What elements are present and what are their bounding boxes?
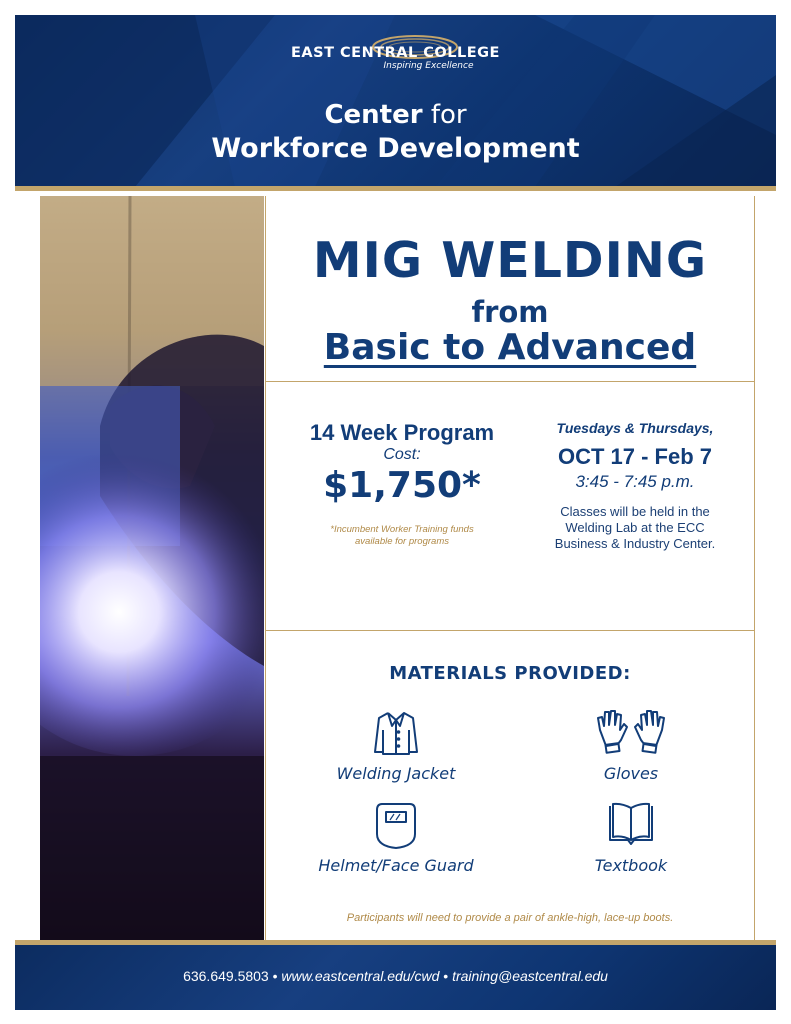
course-level — [266, 327, 754, 368]
schedule-days: Tuesdays & Thursdays, — [556, 420, 714, 436]
center-word: Center — [324, 100, 423, 130]
frame-right-line — [754, 196, 755, 940]
helmet-icon — [374, 800, 418, 850]
welder-photo — [40, 196, 264, 940]
gloves-icon — [594, 708, 668, 758]
material-textbook — [521, 800, 741, 875]
book-icon — [606, 800, 656, 850]
material-helmet — [286, 800, 506, 875]
material-welding-jacket — [286, 708, 506, 783]
schedule-info — [516, 420, 754, 552]
email-link[interactable]: training@eastcentral.edu — [452, 968, 608, 984]
material-label: Gloves — [603, 764, 659, 783]
boots-note: Participants will need to provide a pair of ankle-high, lace-up boots. — [346, 912, 674, 924]
funds-note — [282, 524, 522, 548]
header-gold-rule — [15, 186, 776, 191]
course-from: from — [471, 295, 549, 329]
department-title: Workforce Development — [211, 133, 580, 164]
course-level-text: Basic to Advanced — [323, 327, 697, 368]
program-info — [282, 420, 522, 548]
schedule-time: 3:45 - 7:45 p.m. — [575, 472, 695, 491]
materials-heading: MATERIALS PROVIDED: — [389, 663, 631, 684]
material-label: Helmet/Face Guard — [318, 856, 474, 875]
class-location-line3: Business & Industry Center. — [554, 536, 716, 551]
material-label: Welding Jacket — [336, 764, 456, 783]
footer-banner — [15, 945, 776, 1010]
material-gloves — [521, 708, 741, 783]
separator: • — [272, 968, 278, 984]
material-label: Textbook — [594, 856, 668, 875]
college-logo — [15, 45, 776, 71]
contact-line — [15, 968, 776, 984]
for-word: for — [430, 100, 467, 130]
funds-note-line2: available for programs — [355, 536, 449, 547]
center-title — [15, 100, 776, 130]
schedule-dates: OCT 17 - Feb 7 — [557, 444, 713, 469]
program-duration: 14 Week Program — [309, 420, 495, 445]
college-name: EAST CENTRAL COLLEGE — [291, 45, 500, 61]
program-price: $1,750* — [323, 465, 481, 506]
course-name: MIG WELDING — [312, 232, 708, 289]
frame-divider-2 — [265, 630, 755, 631]
frame-divider-1 — [265, 381, 755, 382]
class-location — [516, 504, 754, 552]
funds-note-line1: *Incumbent Worker Training funds — [330, 524, 474, 535]
separator: • — [443, 968, 449, 984]
class-location-line1: Classes will be held in the — [560, 504, 710, 519]
website-link[interactable]: www.eastcentral.edu/cwd — [281, 968, 440, 984]
phone-number: 636.649.5803 — [183, 968, 269, 984]
college-tagline: Inspiring Excellence — [383, 61, 474, 71]
course-title — [266, 196, 754, 381]
cost-label: Cost: — [383, 446, 421, 463]
jacket-icon — [371, 708, 421, 758]
welder-illustration — [40, 196, 264, 940]
header-banner — [15, 15, 776, 187]
class-location-line2: Welding Lab at the ECC — [565, 520, 705, 535]
